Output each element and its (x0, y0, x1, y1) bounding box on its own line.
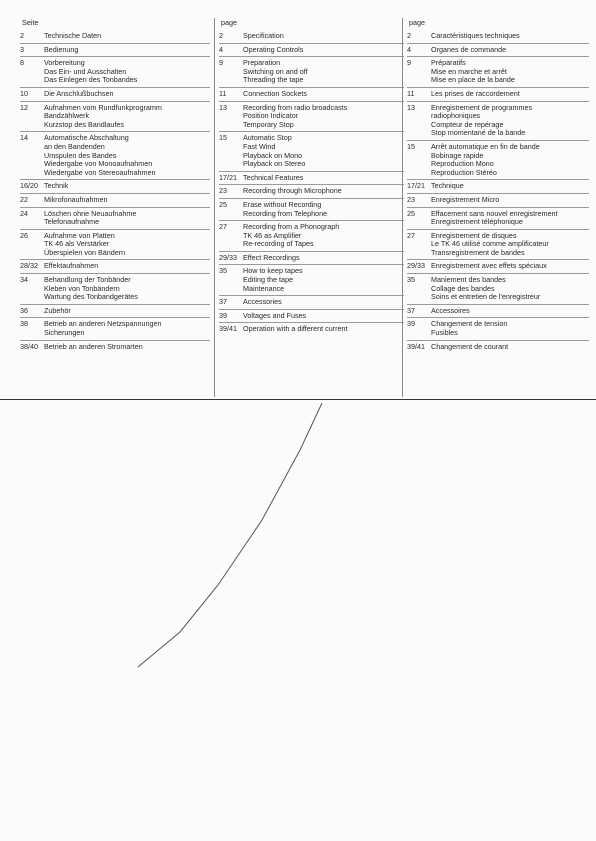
toc-entry-text: Effect Recordings (243, 252, 300, 262)
toc-entry (20, 341, 210, 354)
toc-entry-text: Zubehör (44, 305, 71, 315)
toc-entry-text: Automatische Abschaltung (44, 133, 129, 143)
toc-entry (407, 30, 589, 44)
toc-entry-text: Playback on Mono (243, 150, 303, 160)
toc-entry-text: Das Einlegen des Tonbandes (44, 75, 138, 85)
toc-page-number: 28/32 (20, 261, 38, 271)
toc-entry-text: Enregistrement de programmes (431, 102, 533, 112)
toc-entry-text: TK 46 als Verstärker (44, 239, 110, 249)
toc-page-number: 24 (20, 208, 28, 218)
toc-entry-text: Recording from a Phonograph (243, 222, 340, 232)
toc-page-number: 2 (219, 31, 223, 40)
toc-entries (20, 30, 210, 353)
toc-entry-text: Fast Wind (243, 141, 276, 151)
toc-entry-text: Mise en marche et arrêt (431, 66, 507, 76)
toc-entry (20, 88, 210, 102)
column-header: page (409, 18, 425, 27)
toc-entry (407, 341, 589, 354)
toc-page-number: 12 (20, 102, 28, 112)
toc-page-number: 11 (407, 88, 415, 98)
toc-page-number: 27 (219, 222, 227, 232)
toc-entry (219, 221, 404, 252)
toc-entry-text: Recording from Telephone (243, 208, 328, 218)
toc-page-number: 16/20 (20, 181, 38, 191)
toc-entry (219, 44, 404, 58)
toc-entry-text: Betrieb an anderen Stromarten (44, 341, 143, 351)
toc-page-number: 37 (219, 297, 227, 307)
toc-entry (407, 102, 589, 141)
toc-entry-text: Arrêt automatique en fin de bande (431, 141, 540, 151)
toc-entry-text: Bandzählwerk (44, 111, 90, 121)
toc-page-number: 17/21 (219, 172, 237, 182)
toc-entry (407, 44, 589, 58)
toc-page-number: 2 (407, 31, 411, 40)
toc-entry-text: Das Ein- und Ausschalten (44, 66, 127, 76)
toc-page-number: 39 (407, 319, 415, 329)
toc-entry (20, 305, 210, 319)
toc-entry-text: Recording from radio broadcasts (243, 102, 348, 112)
toc-entry-text: Organes de commande (431, 44, 507, 54)
toc-entry-text: Temporary Stop (243, 119, 294, 129)
toc-entry (20, 274, 210, 305)
toc-entry-text: Fusibles (431, 328, 458, 338)
toc-entry-text: Technique (431, 181, 464, 191)
toc-column-german (20, 18, 210, 397)
toc-page-number: 38 (20, 319, 28, 329)
section-rule (0, 399, 596, 400)
toc-entry (219, 199, 404, 221)
toc-entry-text: Effacement sans nouvel enregistrement (431, 208, 558, 218)
toc-entry (407, 208, 589, 230)
toc-entry-text: Maniement des bandes (431, 275, 506, 285)
toc-page-number: 29/33 (407, 261, 425, 271)
toc-page-number: 35 (219, 266, 227, 276)
toc-page-number: 37 (407, 305, 415, 315)
toc-entry-text: Aufnahmen vom Rundfunkprogramm (44, 102, 162, 112)
toc-entry-text: Technik (44, 181, 69, 191)
toc-entry-text: Caractéristiques techniques (431, 31, 520, 40)
toc-entry-text: Kleben von Tonbändern (44, 283, 120, 293)
toc-entry (20, 132, 210, 180)
toc-entry (20, 180, 210, 194)
toc-page-number: 10 (20, 88, 28, 98)
toc-entry-text: Threading the tape (243, 75, 304, 85)
toc-entry-text: radiophoniques (431, 111, 481, 121)
toc-entry-text: Kurzstop des Bandlaufes (44, 119, 124, 129)
toc-entry (219, 185, 404, 199)
toc-entry-text: Maintenance (243, 283, 285, 293)
toc-page-number: 4 (407, 44, 411, 54)
toc-entry-text: Wiedergabe von Stereoaufnahmen (44, 167, 156, 177)
toc-entry-text: Recording through Microphone (243, 186, 342, 196)
toc-entry (407, 274, 589, 305)
toc-page-number: 36 (20, 305, 28, 315)
toc-entry-text: Reproduction Stéréo (431, 167, 497, 177)
toc-entry-text: Préparatifs (431, 58, 466, 68)
toc-entry (407, 194, 589, 208)
toc-entry-text: Aufnahme von Platten (44, 230, 115, 240)
toc-page-number: 23 (407, 194, 415, 204)
toc-page-number: 8 (20, 58, 24, 68)
toc-page-number: 13 (407, 102, 415, 112)
toc-page-number: 39/41 (407, 341, 425, 351)
toc-entry-text: Löschen ohne Neuaufnahme (44, 208, 137, 218)
toc-entry-text: Reproduction Mono (431, 159, 494, 169)
toc-entry-text: Betrieb an anderen Netzspannungen (44, 319, 162, 329)
toc-entry-text: Les prises de raccordement (431, 88, 520, 98)
toc-entry-text: Erase without Recording (243, 199, 322, 209)
toc-page-number: 26 (20, 230, 28, 240)
toc-entry-text: Wartung des Tonbandgerätes (44, 292, 138, 302)
toc-entry (219, 310, 404, 324)
toc-page-number: 25 (407, 208, 415, 218)
toc-page-number: 11 (219, 88, 227, 98)
toc-entry (219, 296, 404, 310)
toc-page-number: 29/33 (219, 252, 237, 262)
toc-entry (219, 323, 404, 336)
toc-entry (20, 318, 210, 340)
toc-entry-text: Transregistrement de bandes (431, 247, 525, 257)
toc-entry-text: Changement de tension (431, 319, 508, 329)
toc-column-english (214, 18, 404, 397)
toc-entry-text: Accessoires (431, 305, 470, 315)
toc-entry (20, 194, 210, 208)
toc-entry (219, 102, 404, 133)
toc-entry-text: Mikrofonaufnahmen (44, 194, 108, 204)
toc-page-number: 35 (407, 275, 415, 285)
toc-page-number: 34 (20, 275, 28, 285)
toc-entry-text: TK 46 as Amplifier (243, 230, 302, 240)
toc-entry (407, 230, 589, 261)
toc-entry (407, 180, 589, 194)
toc-entry (20, 260, 210, 274)
toc-entry-text: Switching on and off (243, 66, 308, 76)
toc-page-number: 23 (219, 186, 227, 196)
toc-entry (407, 88, 589, 102)
toc-entry (219, 172, 404, 186)
toc-entry (407, 141, 589, 180)
toc-entry (219, 265, 404, 296)
toc-entry-text: Automatic Stop (243, 133, 292, 143)
toc-entry-text: Mise en place de la bande (431, 75, 515, 85)
toc-entry-text: an den Bandenden (44, 141, 105, 151)
toc-page-number: 13 (219, 102, 227, 112)
toc-entry-text: Enregistrement avec effets spéciaux (431, 261, 547, 271)
toc-entry-text: Re-recording of Tapes (243, 239, 314, 249)
toc-entries (219, 30, 404, 336)
toc-entry (20, 208, 210, 230)
toc-entry (20, 30, 210, 44)
toc-entry-text: Connection Sockets (243, 88, 307, 98)
toc-page-number: 3 (20, 44, 24, 54)
toc-entries (407, 30, 589, 353)
toc-entry (407, 305, 589, 319)
toc-entry-text: Wiedergabe von Monoaufnahmen (44, 159, 153, 169)
toc-entry-text: Enregistrement de disques (431, 230, 517, 240)
toc-entry-text: Sicherungen (44, 328, 85, 338)
toc-page-number: 17/21 (407, 181, 425, 191)
toc-page-number: 15 (219, 133, 227, 143)
toc-entry-text: Effektaufnahmen (44, 261, 99, 271)
toc-entry (219, 88, 404, 102)
toc-entry-text: How to keep tapes (243, 266, 303, 276)
toc-entry-text: Changement de courant (431, 341, 509, 351)
toc-entry (20, 57, 210, 88)
toc-column-french (402, 18, 589, 397)
toc-entry-text: Operation with a different current (243, 324, 348, 334)
toc-page-number: 27 (407, 230, 415, 240)
toc-entry-text: Accessories (243, 297, 282, 307)
toc-page-number: 39/41 (219, 324, 237, 334)
toc-entry-text: Bedienung (44, 44, 79, 54)
toc-entry-text: Enregistrement téléphonique (431, 217, 523, 227)
toc-entry-text: Vorbereitung (44, 58, 85, 68)
toc-entry-text: Compteur de repérage (431, 119, 504, 129)
toc-entry-text: Technical Features (243, 172, 304, 182)
toc-page-number: 15 (407, 141, 415, 151)
toc-entry (407, 57, 589, 88)
toc-entry (20, 44, 210, 58)
toc-entry-text: Specification (243, 31, 284, 40)
toc-page-number: 2 (20, 31, 24, 40)
toc-page-number: 4 (219, 44, 223, 54)
toc-page-number: 25 (219, 199, 227, 209)
toc-entry (219, 252, 404, 266)
toc-page-number: 22 (20, 194, 28, 204)
toc-entry-text: Playback on Stereo (243, 159, 306, 169)
toc-entry-text: Collage des bandes (431, 283, 495, 293)
toc-entry-text: Enregistrement Micro (431, 194, 500, 204)
toc-page-number: 9 (407, 58, 411, 68)
toc-entry (219, 57, 404, 88)
toc-entry-text: Voltages and Fuses (243, 310, 307, 320)
toc-entry-text: Bobinage rapide (431, 150, 484, 160)
toc-entry-text: Preparation (243, 58, 281, 68)
toc-entry (407, 260, 589, 274)
toc-entry-text: Umspulen des Bandes (44, 150, 117, 160)
toc-entry (407, 318, 589, 340)
toc-entry-text: Überspielen von Bändern (44, 247, 126, 257)
toc-entry-text: Stop momentané de la bande (431, 128, 526, 138)
toc-page-number: 38/40 (20, 341, 38, 351)
toc-entry (20, 230, 210, 261)
toc-entry-text: Die Anschlußbuchsen (44, 88, 114, 98)
toc-entry-text: Soins et entretien de l'enregistreur (431, 292, 541, 302)
toc-entry-text: Operating Controls (243, 44, 304, 54)
toc-entry-text: Technische Daten (44, 31, 102, 40)
toc-page-number: 14 (20, 133, 28, 143)
toc-entry-text: Telefonaufnahme (44, 217, 100, 227)
toc-entry-text: Le TK 46 utilisé comme amplificateur (431, 239, 549, 249)
toc-entry (219, 132, 404, 171)
toc-entry (20, 102, 210, 133)
column-header: Seite (22, 18, 39, 27)
column-header: page (221, 18, 237, 27)
toc-page-number: 9 (219, 58, 223, 68)
toc-entry-text: Editing the tape (243, 275, 293, 285)
toc-entry (219, 30, 404, 44)
toc-page-number: 39 (219, 310, 227, 320)
toc-entry-text: Behandlung der Tonbänder (44, 275, 131, 285)
toc-entry-text: Position Indicator (243, 111, 299, 121)
